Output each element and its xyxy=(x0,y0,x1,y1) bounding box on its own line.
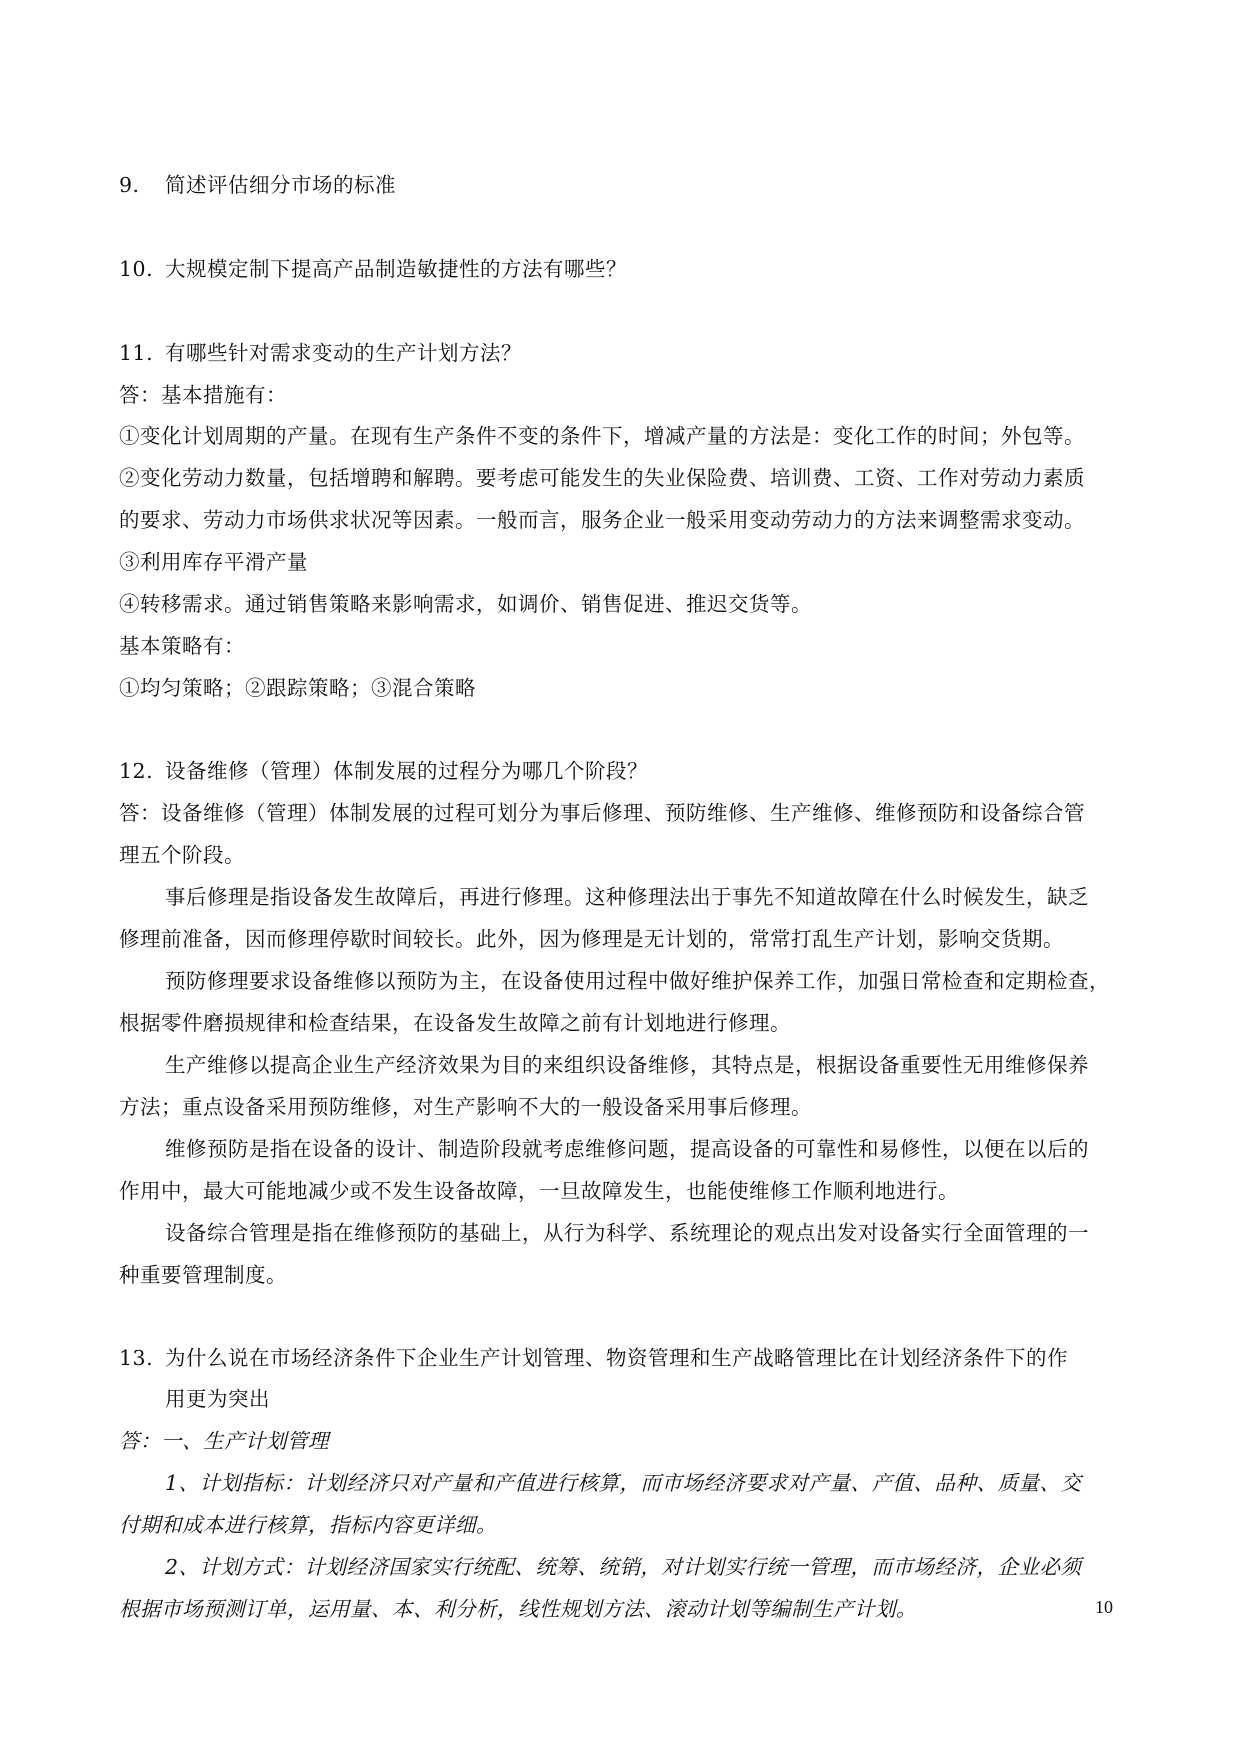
answer-line: 1、计划指标：计划经济只对产量和产值进行核算，而市场经济要求对产量、产值、品种、质量、交 xyxy=(165,1471,1082,1495)
question-9: 9. 简述评估细分市场的标准 xyxy=(119,173,396,197)
answer-line: 付期和成本进行核算，指标内容更详细。 xyxy=(119,1513,497,1537)
answer-line: 答：设备维修（管理）体制发展的过程可划分为事后修理、预防维修、生产维修、维修预防和设备综合管 xyxy=(119,801,1085,825)
answer-line: 2、计划方式：计划经济国家实行统配、统筹、统销，对计划实行统一管理，而市场经济，企业必须 xyxy=(165,1555,1082,1579)
answer-line: 理五个阶段。 xyxy=(119,843,245,867)
question-13: 13. 为什么说在市场经济条件下企业生产计划管理、物资管理和生产战略管理比在计划经济条件下的作 xyxy=(119,1346,1068,1370)
question-12: 12. 设备维修（管理）体制发展的过程分为哪几个阶段？ xyxy=(119,759,648,783)
answer-line: 修理前准备，因而修理停歇时间较长。此外，因为修理是无计划的，常常打乱生产计划，影响交货期。 xyxy=(119,927,1064,951)
answer-line: 答：一、生产计划管理 xyxy=(119,1429,329,1453)
page-number: 10 xyxy=(1095,1597,1113,1617)
answer-line: 的要求、劳动力市场供求状况等因素。一般而言，服务企业一般采用变动劳动力的方法来调整需求变动。 xyxy=(119,508,1085,532)
answer-line: 作用中，最大可能地减少或不发生设备故障，一旦故障发生，也能使维修工作顺利地进行。 xyxy=(119,1179,959,1203)
answer-line: 种重要管理制度。 xyxy=(119,1263,287,1287)
answer-line: 生产维修以提高企业生产经济效果为目的来组织设备维修，其特点是，根据设备重要性无用维修保养 xyxy=(165,1053,1089,1077)
question-10: 10. 大规模定制下提高产品制造敏捷性的方法有哪些？ xyxy=(119,257,627,281)
answer-line: 根据市场预测订单，运用量、本、利分析，线性规划方法、滚动计划等编制生产计划。 xyxy=(119,1597,917,1621)
answer-line: 方法；重点设备采用预防维修，对生产影响不大的一般设备采用事后修理。 xyxy=(119,1095,812,1119)
question-11: 11. 有哪些针对需求变动的生产计划方法？ xyxy=(119,341,522,365)
answer-line: ③利用库存平滑产量 xyxy=(119,550,308,574)
answer-line: 基本策略有： xyxy=(119,634,245,658)
answer-line: ①均匀策略；②跟踪策略；③混合策略 xyxy=(119,676,476,700)
answer-line: ①变化计划周期的产量。在现有生产条件不变的条件下，增减产量的方法是：变化工作的时间；外包等。 xyxy=(119,424,1085,448)
question-13-cont: 用更为突出 xyxy=(165,1387,270,1411)
answer-line: 预防修理要求设备维修以预防为主，在设备使用过程中做好维护保养工作，加强日常检查和定期检查， xyxy=(165,969,1110,993)
answer-line: 事后修理是指设备发生故障后，再进行修理。这种修理法出于事先不知道故障在什么时候发生，缺乏 xyxy=(165,885,1089,909)
answer-line: ④转移需求。通过销售策略来影响需求，如调价、销售促进、推迟交货等。 xyxy=(119,592,812,616)
answer-line: 答：基本措施有： xyxy=(119,383,287,407)
answer-line: 设备综合管理是指在维修预防的基础上，从行为科学、系统理论的观点出发对设备实行全面管理的一 xyxy=(165,1221,1089,1245)
answer-line: 根据零件磨损规律和检查结果，在设备发生故障之前有计划地进行修理。 xyxy=(119,1011,791,1035)
answer-line: ②变化劳动力数量，包括增聘和解聘。要考虑可能发生的失业保险费、培训费、工资、工作对劳动力素质 xyxy=(119,466,1085,490)
answer-line: 维修预防是指在设备的设计、制造阶段就考虑维修问题，提高设备的可靠性和易修性，以便在以后的 xyxy=(165,1137,1089,1161)
